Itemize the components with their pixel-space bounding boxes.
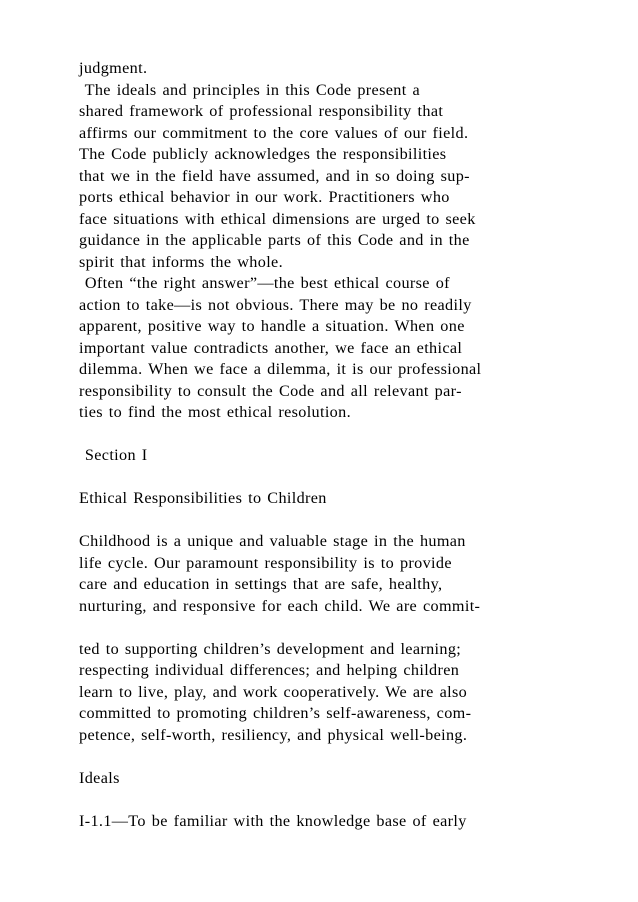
text-line: petence, self-worth, resiliency, and physical well-being. bbox=[79, 725, 468, 744]
paragraph-start-line: Often “the right answer”—the best ethical course of bbox=[79, 274, 450, 292]
text-line: spirit that informs the whole. bbox=[79, 252, 283, 271]
text-line: The Code publicly acknowledges the responsibilities bbox=[79, 145, 447, 163]
blank-line bbox=[79, 424, 619, 446]
text-line: ties to find the most ethical resolution. bbox=[79, 403, 351, 421]
section-title: Ethical Responsibilities to Children bbox=[79, 489, 327, 507]
text-line: ports ethical behavior in our work. Practitioners who bbox=[79, 188, 450, 206]
text-line: apparent, positive way to handle a situation. When one bbox=[79, 317, 465, 335]
blank-line bbox=[79, 617, 619, 639]
text-line: affirms our commitment to the core values of our field. bbox=[79, 123, 469, 142]
ideal-item: I-1.1—To be familiar with the knowledge base of early bbox=[79, 811, 467, 830]
blank-line bbox=[79, 789, 619, 811]
text-line: ted to supporting children’s development and learning; bbox=[79, 639, 462, 658]
section-heading: Section I bbox=[79, 446, 148, 464]
document-page bbox=[79, 58, 619, 832]
text-line: committed to promoting children’s self-awareness, com- bbox=[79, 704, 472, 722]
text-line: life cycle. Our paramount responsibility is to provide bbox=[79, 553, 452, 572]
subsection-heading: Ideals bbox=[79, 768, 120, 787]
paragraph-start-line: The ideals and principles in this Code present a bbox=[79, 80, 420, 99]
text-line: important value contradicts another, we face an ethical bbox=[79, 338, 463, 357]
text-line: Childhood is a unique and valuable stage in the human bbox=[79, 532, 466, 550]
text-line: respecting individual differences; and helping children bbox=[79, 661, 460, 679]
text-line: dilemma. When we face a dilemma, it is our professional bbox=[79, 360, 482, 378]
text-line: face situations with ethical dimensions are urged to seek bbox=[79, 209, 476, 228]
text-line: learn to live, play, and work cooperatively. We are also bbox=[79, 682, 468, 701]
text-line: that we in the field have assumed, and in so doing sup- bbox=[79, 166, 470, 185]
text-line: shared framework of professional responsibility that bbox=[79, 102, 444, 120]
text-line: judgment. bbox=[79, 59, 148, 77]
text-line: guidance in the applicable parts of this Code and in the bbox=[79, 231, 470, 249]
blank-line bbox=[79, 746, 619, 768]
blank-line bbox=[79, 467, 619, 489]
text-line: nurturing, and responsive for each child. We are commit- bbox=[79, 596, 481, 615]
blank-line bbox=[79, 510, 619, 532]
text-line: responsibility to consult the Code and all relevant par- bbox=[79, 381, 462, 400]
text-line: action to take—is not obvious. There may be no readily bbox=[79, 295, 472, 314]
text-line: care and education in settings that are safe, healthy, bbox=[79, 575, 443, 593]
